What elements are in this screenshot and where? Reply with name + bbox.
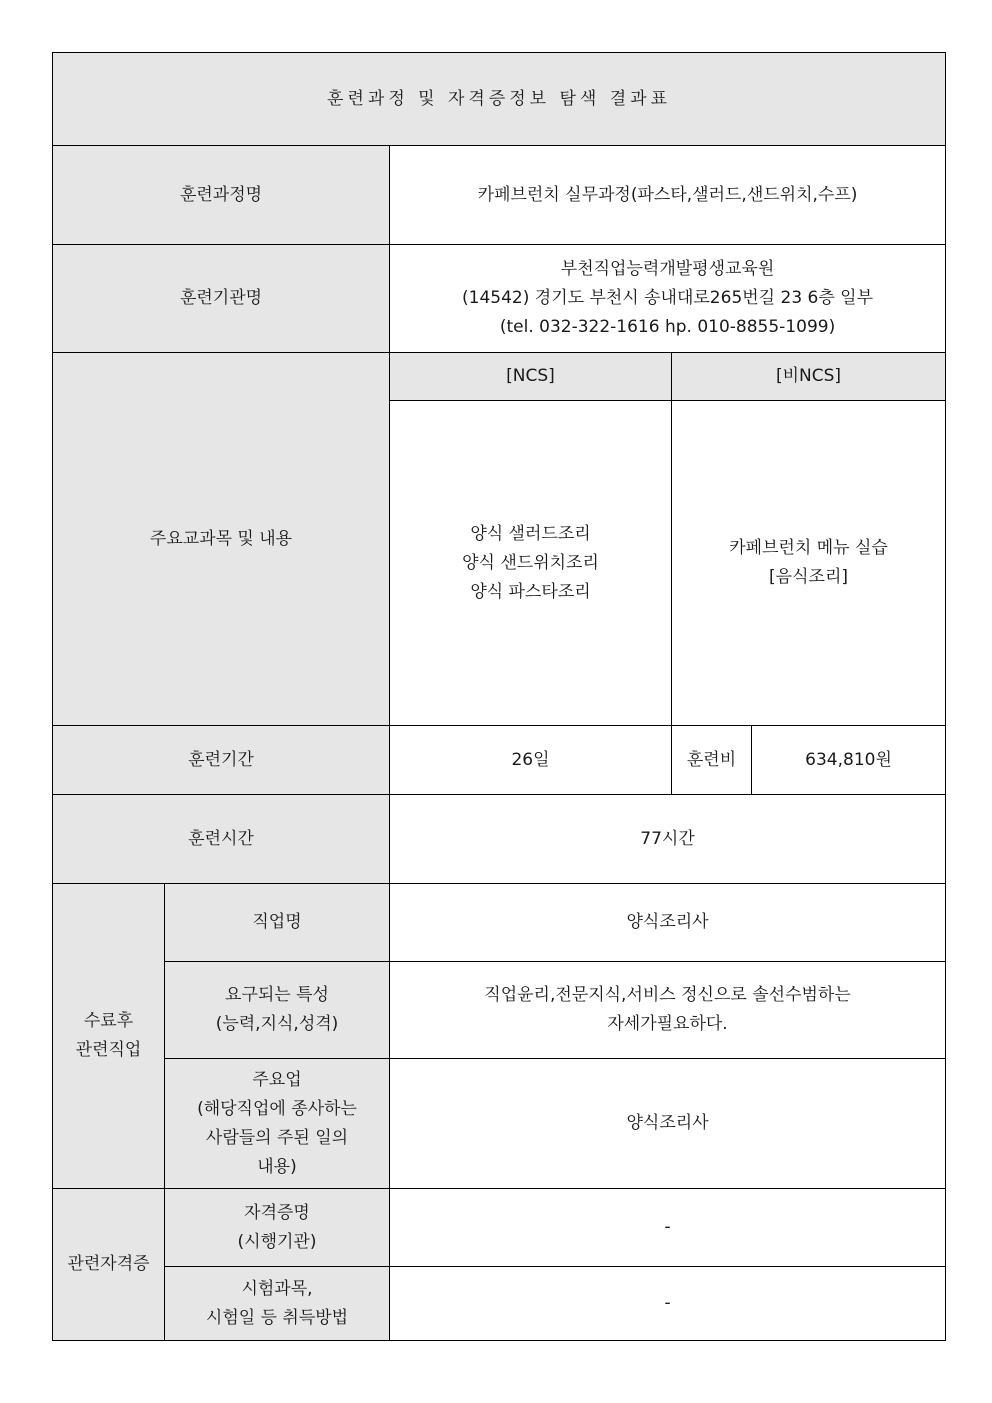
hours-value: 77시간 (390, 795, 946, 884)
fee-label: 훈련비 (672, 726, 752, 795)
course-name-label: 훈련과정명 (53, 146, 390, 245)
main-work-label: 주요업 (해당직업에 종사하는 사람들의 주된 일의 내용) (165, 1059, 390, 1189)
job-name-value: 양식조리사 (390, 884, 946, 962)
certificate-method-label: 시험과목, 시험일 등 취득방법 (165, 1267, 390, 1341)
ncs-subject-item: 양식 파스타조리 (470, 581, 591, 602)
non-ncs-subjects (672, 401, 946, 726)
job-name-label: 직업명 (165, 884, 390, 962)
result-table (52, 52, 946, 1341)
traits-value: 직업윤리,전문지식,서비스 정신으로 솔선수범하는 자세가필요하다. (390, 962, 946, 1059)
period-label: 훈련기간 (53, 726, 390, 795)
certificate-name-value: - (390, 1189, 946, 1267)
institution-info (390, 245, 946, 353)
certificate-name-label: 자격증명 (시행기관) (165, 1189, 390, 1267)
ncs-header: [NCS] (390, 353, 672, 401)
period-value: 26일 (390, 726, 672, 795)
certificate-method-value: - (390, 1267, 946, 1341)
subjects-label: 주요교과목 및 내용 (53, 353, 390, 726)
non-ncs-subject-item: [음식조리] (769, 567, 848, 587)
certificate-group-label: 관련자격증 (53, 1189, 165, 1341)
institution-contact: (tel. 032-322-1616 hp. 010-8855-1099) (499, 317, 836, 337)
document-title: 훈련과정 및 자격증정보 탐색 결과표 (53, 53, 946, 146)
traits-label: 요구되는 특성 (능력,지식,성격) (165, 962, 390, 1059)
course-name-value: 카페브런치 실무과정(파스타,샐러드,샌드위치,수프) (390, 146, 946, 245)
fee-value: 634,810원 (752, 726, 946, 795)
jobs-group-label: 수료후 관련직업 (53, 884, 165, 1189)
main-work-value: 양식조리사 (390, 1059, 946, 1189)
hours-label: 훈련시간 (53, 795, 390, 884)
institution-name: 부천직업능력개발평생교육원 (560, 259, 775, 279)
institution-address: (14542) 경기도 부천시 송내대로265번길 23 6층 일부 (462, 288, 874, 308)
ncs-subject-item: 양식 샐러드조리 (470, 523, 591, 544)
non-ncs-header: [비NCS] (672, 353, 946, 401)
non-ncs-subject-item: 카페브런치 메뉴 실습 (729, 538, 888, 558)
ncs-subject-item: 양식 샌드위치조리 (462, 552, 599, 573)
ncs-subjects (390, 401, 672, 726)
institution-label: 훈련기관명 (53, 245, 390, 353)
